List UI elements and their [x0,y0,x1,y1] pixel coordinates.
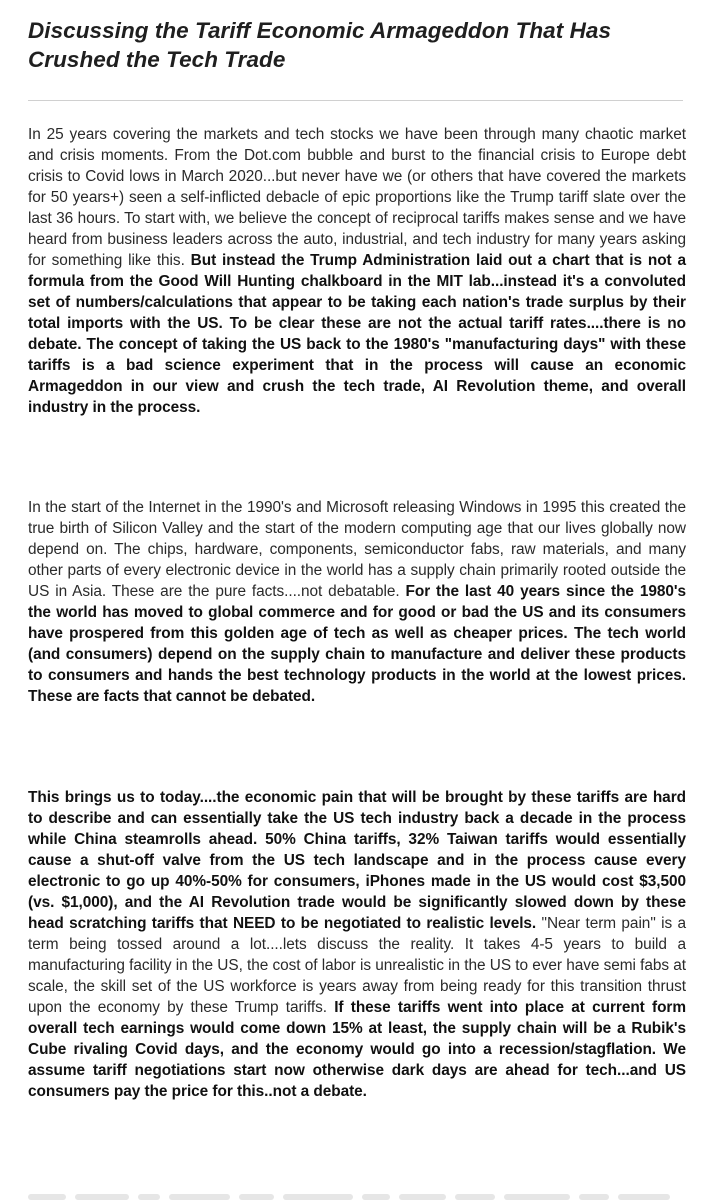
document-title: Discussing the Tariff Economic Armageddon That Has Crushed the Tech Trade [28,18,612,72]
paragraph-3-segment-2: "Near term pain" is a term being tossed around a lot....lets discuss the reality. It takes 4-5 years to build a manufacturing facility in the US, the cost of labor is unrealistic in the US to ever have semi fabs at scale, the skill set of the US workforce is years away from being ready for this transition thrust upon the economy by these Trump tariffs. [28,915,686,1016]
paragraph-3-segment-1-bold: This brings us to today....the economic pain that will be brought by these tariffs are hard to describe and can essentially take the US tech industry back a decade in the process while China steamrolls ahead. 50% China tariffs, 32% Taiwan tariffs would essentially cause a shut-off valve from the US tech landscape and in the process cause every electronic to go up 40%-50% for consumers, iPhones made in the US would cost $3,500 (vs. $1,000), and the AI Revolution trade would be significantly slowed down by these head scratching tariffs that NEED to be negotiated to realistic levels. [28,789,686,932]
paragraph-1 [28,124,686,418]
paragraph-2 [28,497,686,707]
paragraph-1-segment-1: In 25 years covering the markets and tech stocks we have been through many chaotic market and crisis moments. From the Dot.com bubble and burst to the financial crisis to Europe debt crisis to Covid lows in March 2020...but never have we (or others that have covered the markets for 50 years+) seen a self-inflicted debacle of epic proportions like the Trump tariff slate over the last 36 hours. To start with, we believe the concept of reciprocal tariffs makes sense and we have heard from business leaders across the auto, industrial, and tech industry for many years asking for something like this. [28,126,686,269]
paragraph-2-segment-2-bold: For the last 40 years since the 1980's the world has moved to global commerce and for good or bad the US and its consumers have prospered from this golden age of tech as well as cheaper prices. The tech world (and consumers) depend on the supply chain to manufacture and deliver these products to consumers and hands the best technology products in the world at the lowest prices. These are facts that cannot be debated. [28,583,686,705]
paragraph-2-segment-1: In the start of the Internet in the 1990's and Microsoft releasing Windows in 1995 this created the true birth of Silicon Valley and the start of the modern computing age that our lives globally now depend on. The chips, hardware, components, semiconductor fabs, raw materials, and many other parts of every electronic device in the world has a supply chain primarily rooted outside the US in Asia. These are the pure facts....not debatable. [28,499,686,600]
cut-off-next-line [28,1187,688,1200]
paragraph-3 [28,787,686,1102]
paragraph-1-segment-2-bold: But instead the Trump Administration laid out a chart that is not a formula from the Good Will Hunting chalkboard in the MIT lab...instead it's a convoluted set of numbers/calculations that appear to be taking each nation's trade surplus by their total imports with the US. To be clear these are not the actual tariff rates....there is no debate. The concept of taking the US back to the 1980's "manufacturing days" with these tariffs is a bad science experiment that in the process will cause an economic Armageddon in our view and crush the tech trade, AI Revolution theme, and overall industry in the process. [28,252,686,416]
paragraph-3-segment-3-bold: If these tariffs went into place at current form overall tech earnings would come down 15% at least, the supply chain will be a Rubik's Cube rivaling Covid days, and the economy would go into a recession/stagflation. We assume tariff negotiations start now otherwise dark days are ahead for tech...and US consumers pay the price for this..not a debate. [28,999,686,1100]
title-divider [28,100,683,101]
